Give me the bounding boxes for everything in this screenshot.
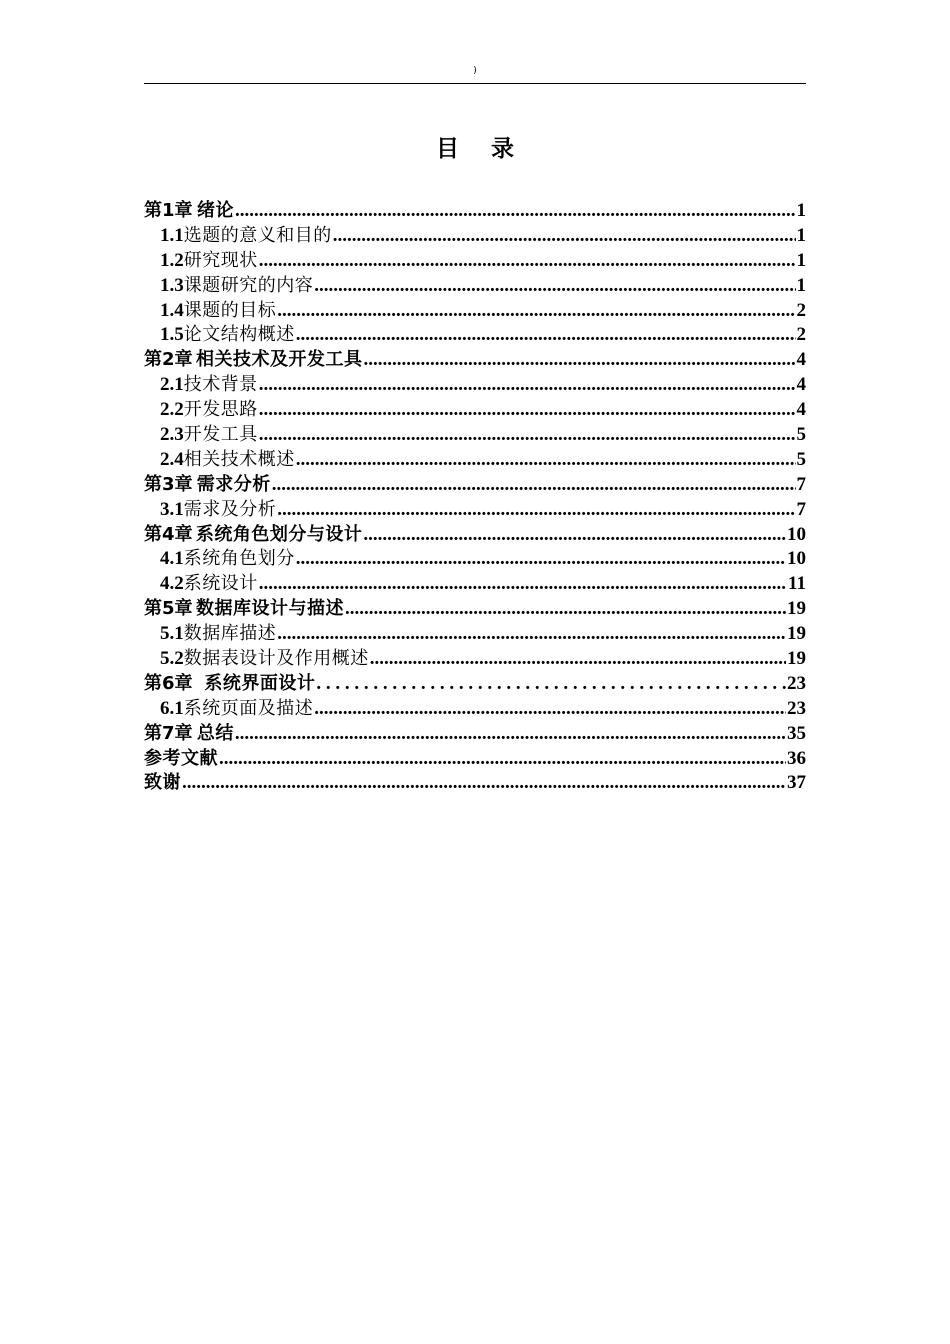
toc-entry-page: 7	[796, 473, 806, 495]
toc-entry-title: 系统设计	[183, 573, 258, 595]
toc-entry-page: 5	[796, 448, 806, 470]
toc-entry-title: 选题的意义和目的	[183, 224, 332, 246]
toc-entry-number: 第3章	[144, 473, 193, 495]
toc-entry-section-1-2[interactable]	[144, 249, 806, 274]
toc-entry-page: 7	[796, 498, 806, 520]
toc-entry-page: 23	[787, 672, 806, 694]
toc-entry-section-5-1[interactable]	[144, 622, 806, 647]
toc-entry-title: 系统界面设计	[204, 672, 316, 694]
toc-entry-number: 1.4	[160, 299, 184, 321]
toc-entry-section-2-3[interactable]	[144, 423, 806, 448]
toc-entry-number: 1.1	[160, 224, 184, 246]
toc-dot-leader	[370, 647, 786, 672]
toc-entry-title: 系统页面及描述	[183, 697, 314, 719]
toc-entry-page: 4	[796, 374, 806, 396]
toc-entry-number: 1.5	[160, 324, 184, 346]
toc-entry-number: 6.1	[160, 697, 184, 719]
toc-entry-number: 4.2	[160, 573, 184, 595]
toc-entry-title: 数据库设计与描述	[196, 598, 345, 620]
toc-entry-section-2-4[interactable]	[144, 448, 806, 473]
toc-entry-number: 第4章	[144, 523, 193, 545]
toc-entry-title: 数据表设计及作用概述	[183, 648, 369, 670]
toc-entry-title: 致谢	[144, 772, 181, 794]
toc-entry-number: 2.1	[160, 374, 184, 396]
toc-dot-leader	[296, 547, 786, 572]
toc-entry-page: 1	[796, 249, 806, 271]
toc-dot-leader	[272, 473, 796, 498]
table-of-contents	[144, 199, 806, 796]
toc-dot-leader	[259, 373, 796, 398]
toc-entry-page: 1	[796, 200, 806, 221]
toc-entry-title: 课题的目标	[183, 299, 277, 321]
toc-entry-page: 23	[787, 697, 806, 719]
toc-entry-section-5-2[interactable]	[144, 647, 806, 672]
toc-entry-section-6-1[interactable]	[144, 697, 806, 722]
toc-entry-number: 第1章	[144, 200, 193, 221]
toc-entry-page: 19	[787, 623, 806, 645]
page-header-mark: )	[473, 66, 477, 76]
toc-dot-leader	[277, 622, 786, 647]
toc-entry-title: 参考文献	[144, 747, 218, 769]
toc-entry-chapter-2[interactable]	[144, 348, 806, 373]
toc-entry-number: 第6章	[144, 672, 193, 694]
toc-entry-section-1-1[interactable]	[144, 224, 806, 249]
toc-dot-leader	[259, 423, 796, 448]
toc-entry-page: 35	[787, 722, 806, 744]
toc-entry-number: 3.1	[160, 498, 184, 520]
toc-entry-chapter-4[interactable]	[144, 523, 806, 548]
toc-entry-number: 第2章	[144, 349, 193, 371]
toc-dot-leader	[316, 672, 786, 697]
toc-entry-chapter-6[interactable]	[144, 672, 806, 697]
toc-entry-number: 1.3	[160, 274, 184, 296]
toc-entry-number: 4.1	[160, 548, 184, 570]
toc-dot-leader	[219, 747, 786, 772]
toc-entry-title: 需求分析	[196, 473, 271, 495]
toc-entry-page: 37	[787, 772, 806, 794]
toc-entry-title: 需求及分析	[183, 498, 277, 520]
toc-entry-number: 5.1	[160, 623, 184, 645]
toc-entry-number: 第5章	[144, 598, 193, 620]
toc-entry-number: 2.3	[160, 424, 184, 446]
toc-dot-leader	[333, 224, 796, 249]
toc-entry-title: 研究现状	[183, 249, 258, 271]
toc-dot-leader	[277, 498, 795, 523]
toc-entry-page: 36	[787, 747, 806, 769]
toc-entry-number: 5.2	[160, 648, 184, 670]
toc-dot-leader	[296, 323, 796, 348]
toc-dot-leader	[182, 771, 786, 796]
toc-dot-leader	[363, 348, 795, 373]
toc-dot-leader	[259, 572, 787, 597]
toc-entry-section-3-1[interactable]	[144, 498, 806, 523]
toc-entry-title: 课题研究的内容	[183, 274, 314, 296]
toc-dot-leader	[314, 697, 786, 722]
toc-dot-leader	[277, 299, 795, 324]
toc-entry-page: 4	[796, 399, 806, 421]
toc-entry-page: 11	[788, 573, 806, 595]
toc-entry-page: 1	[796, 274, 806, 296]
toc-entry-section-4-2[interactable]	[144, 572, 806, 597]
toc-entry-title: 系统角色划分与设计	[195, 523, 363, 545]
toc-entry-page: 1	[796, 224, 806, 246]
toc-entry-page: 10	[787, 548, 806, 570]
toc-entry-title: 数据库描述	[183, 623, 277, 645]
toc-dot-leader	[314, 274, 795, 299]
toc-entry-section-2-2[interactable]	[144, 398, 806, 423]
toc-entry-title: 总结	[196, 722, 234, 744]
toc-dot-leader	[363, 523, 786, 548]
toc-entry-chapter-1[interactable]	[144, 199, 806, 224]
toc-entry-section-2-1[interactable]	[144, 373, 806, 398]
header-rule	[144, 83, 806, 84]
toc-dot-leader	[259, 249, 796, 274]
toc-entry-chapter-5[interactable]	[144, 597, 806, 622]
toc-entry-page: 5	[796, 424, 806, 446]
toc-entry-chapter-7[interactable]	[144, 722, 806, 747]
toc-entry-page: 2	[796, 299, 806, 321]
toc-entry-number: 2.2	[160, 399, 184, 421]
toc-entry-title: 相关技术及开发工具	[195, 349, 363, 371]
toc-entry-title: 论文结构概述	[183, 324, 295, 346]
toc-entry-title: 技术背景	[183, 374, 258, 396]
toc-entry-title: 绪论	[197, 200, 234, 221]
toc-dot-leader	[345, 597, 786, 622]
toc-entry-page: 19	[787, 648, 806, 670]
toc-entry-section-4-1[interactable]	[144, 547, 806, 572]
toc-entry-title: 开发工具	[183, 424, 258, 446]
toc-entry-title: 开发思路	[183, 399, 258, 421]
toc-entry-page: 2	[796, 324, 806, 346]
toc-entry-page: 19	[787, 598, 806, 620]
toc-entry-number: 第7章	[144, 722, 193, 744]
toc-entry-title: 相关技术概述	[183, 448, 295, 470]
toc-entry-section-1-5[interactable]	[144, 323, 806, 348]
toc-entry-number: 2.4	[160, 448, 184, 470]
toc-dot-leader	[259, 398, 796, 423]
toc-entry-references[interactable]	[144, 747, 806, 772]
toc-entry-page: 10	[787, 523, 806, 545]
toc-dot-leader	[296, 448, 796, 473]
toc-entry-section-1-4[interactable]	[144, 299, 806, 324]
toc-dot-leader	[235, 199, 796, 224]
toc-entry-chapter-3[interactable]	[144, 473, 806, 498]
toc-entry-title: 系统角色划分	[183, 548, 295, 570]
toc-entry-section-1-3[interactable]	[144, 274, 806, 299]
toc-dot-leader	[235, 722, 786, 747]
toc-entry-number: 1.2	[160, 249, 184, 271]
toc-entry-page: 4	[796, 349, 806, 371]
toc-title: 目 录	[435, 136, 526, 162]
toc-entry-acknowledgements[interactable]	[144, 771, 806, 796]
